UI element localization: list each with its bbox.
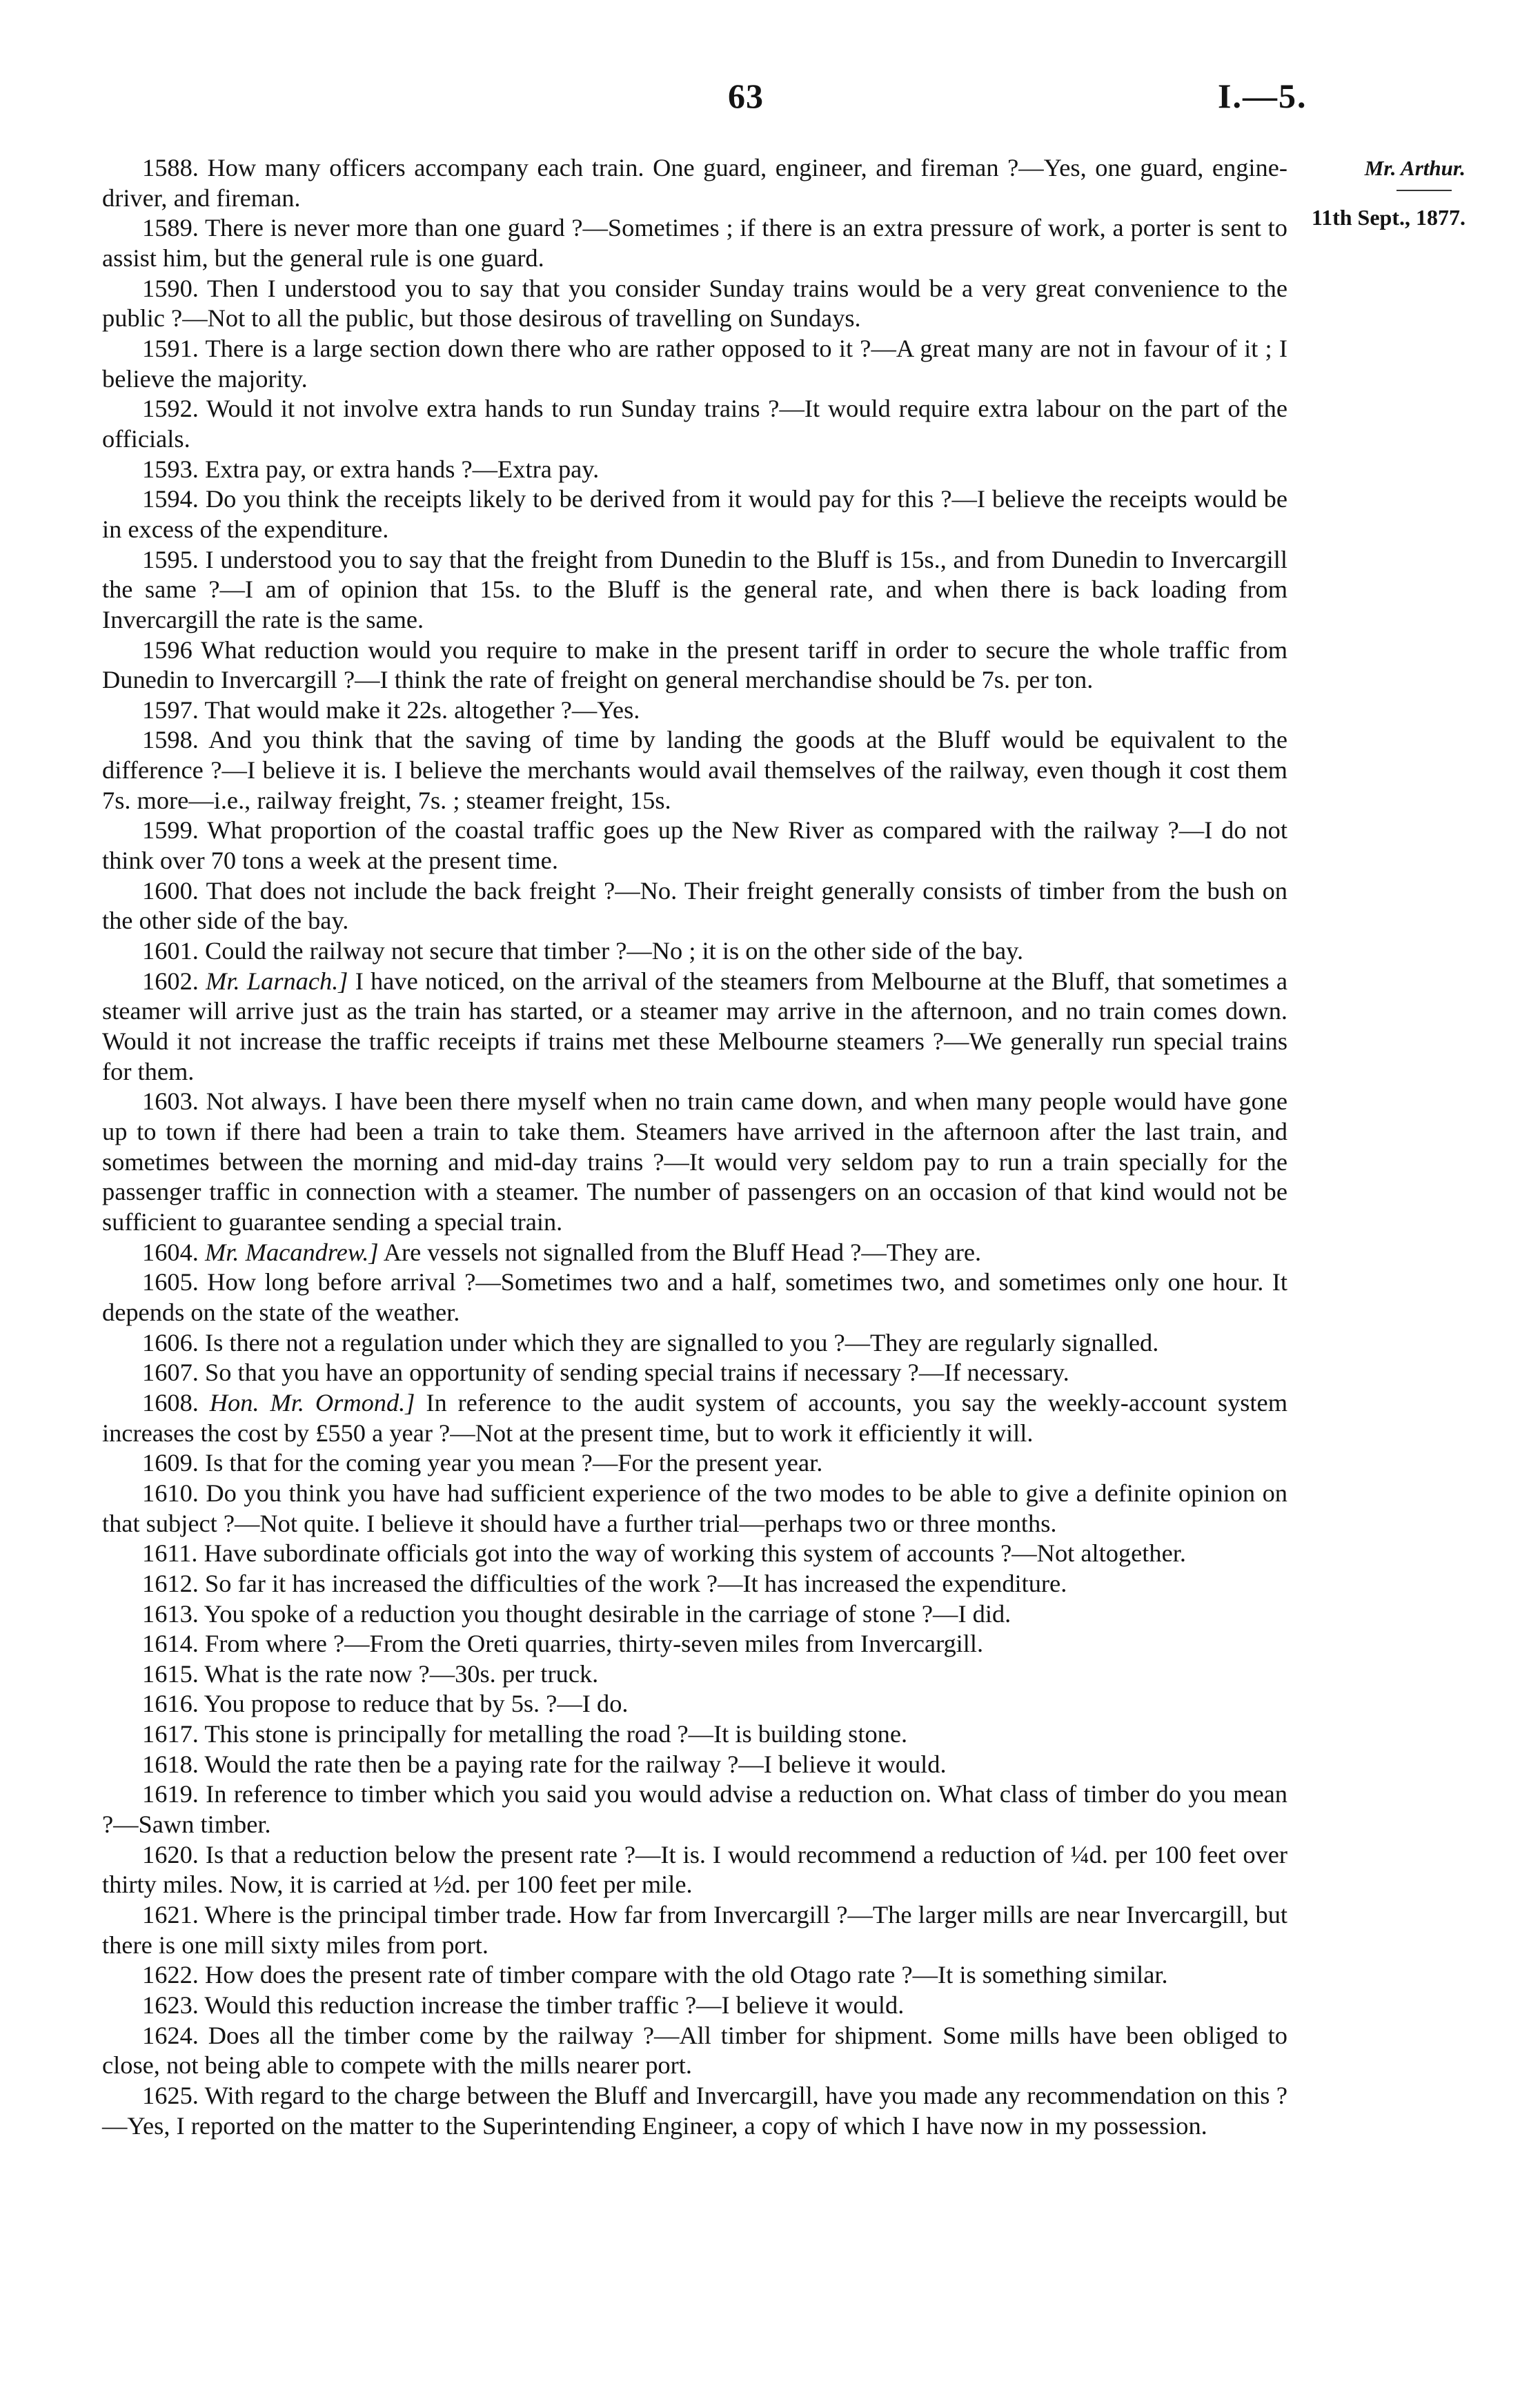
question-text: What is the rate now ?—30s. per truck. [198,1659,599,1688]
question-paragraph [102,1629,1287,1659]
margin-divider [1396,190,1452,191]
question-text: Would the rate then be a paying rate for the railway ?—I believe it would. [198,1750,947,1778]
question-number: 1592. [142,395,199,423]
question-text: Would it not involve extra hands to run Sunday trains ?—It would require extra labour on the part of the officials. [102,395,1287,453]
question-paragraph [102,153,1287,213]
question-number: 1597. [142,695,199,724]
question-number: 1596 [142,635,192,664]
question-text: That would make it 22s. altogether ?—Yes. [198,695,640,724]
minutes-of-evidence [102,153,1287,2141]
question-paragraph [102,876,1287,936]
question-number: 1619. [142,1780,199,1808]
question-paragraph [102,1569,1287,1599]
question-text: Is there not a regulation under which they are signalled to you ?—They are regularly signalled. [198,1328,1159,1356]
question-text: Where is the principal timber trade. How far from Invercargill ?—The larger mills are near Invercargill, but there is one mill sixty miles from port. [102,1901,1287,1959]
question-text: Could the railway not secure that timber ?—No ; it is on the other side of the bay. [198,937,1024,965]
question-number: 1593. [142,455,199,483]
question-text: Would this reduction increase the timber traffic ?—I believe it would. [198,1991,905,2020]
question-text: There is a large section down there who are rather opposed to it ?—A great many are not in favour of it ; I believe the majority. [102,334,1287,393]
question-number: 1620. [142,1840,199,1868]
question-text: Do you think you have had sufficient experience of the two modes to be able to give a definite opinion on that subject ?—Not quite. I believe it should have a further trial—perhaps two or three months. [102,1479,1287,1537]
speaker-name: Hon. Mr. Ormond.] [198,1388,415,1417]
question-number: 1615. [142,1659,199,1688]
question-paragraph [102,936,1287,967]
question-number: 1625. [142,2082,199,2109]
question-text: Extra pay, or extra hands ?—Extra pay. [198,455,600,483]
question-text: How many officers accompany each train. One guard, engineer, and fireman ?—Yes, one guard, engine-driver, and fireman. [102,154,1287,212]
question-number: 1609. [142,1449,199,1477]
question-text: And you think that the saving of time by landing the goods at the Bluff would be equivalent to the difference ?—I believe it is. I believe the merchants would avail themselves of the railway, even though it cost them 7s. more—i.e., railway freight, 7s. ; steamer freight, 15s. [102,726,1287,814]
question-text: Is that a reduction below the present rate ?—It is. I would recommend a reduction of ¼d. per 100 feet over thirty miles. Now, it is carried at ½d. per 100 feet per mile. [102,1840,1287,1899]
question-number: 1616. [142,1690,199,1718]
question-paragraph [102,1960,1287,1991]
question-text: There is never more than one guard ?—Sometimes ; if there is an extra pressure of work, a porter is sent to assist him, but the general rule is one guard. [102,214,1287,272]
question-text: You propose to reduce that by 5s. ?—I do. [198,1690,629,1718]
question-paragraph [102,1599,1287,1630]
question-paragraph [102,1750,1287,1780]
question-number: 1617. [142,1720,199,1748]
question-text: What reduction would you require to make in the present tariff in order to secure the whole traffic from Dunedin to Invercargill ?—I think the rate of freight on general merchandise should be 7s. per ton. [102,635,1287,694]
speaker-name: Mr. Macandrew.] [198,1238,379,1266]
question-number: 1624. [142,2021,199,2049]
question-number: 1614. [142,1630,199,1658]
question-text: Does all the timber come by the railway ?—All timber for shipment. Some mills have been obliged to close, not being able to compete with the mills nearer port. [102,2021,1287,2080]
question-number: 1605. [142,1268,199,1296]
question-paragraph [102,1991,1287,2021]
question-text: In reference to the audit system of accounts, you say the weekly-account system increases the cost by £550 a year ?—Not at the present time, but to work it efficiently it will. [102,1388,1288,1447]
question-number: 1604. [142,1238,199,1266]
question-paragraph [102,2081,1287,2141]
question-number: 1612. [142,1569,199,1597]
question-number: 1608. [142,1388,199,1417]
question-text: From where ?—From the Oreti quarries, thirty-seven miles from Invercargill. [198,1630,984,1658]
question-paragraph [102,1840,1287,1900]
page-number: 63 [728,77,764,115]
question-paragraph [102,1719,1287,1750]
question-paragraph [102,967,1287,1087]
question-text: How long before arrival ?—Sometimes two and a half, sometimes two, and sometimes only one hour. It depends on the state of the weather. [102,1268,1287,1326]
question-paragraph [102,1448,1287,1479]
question-text: Do you think the receipts likely to be derived from it would pay for this ?—I believe the receipts would be in excess of the expenditure. [102,485,1287,543]
question-number: 1600. [142,876,199,905]
question-number: 1610. [142,1479,199,1507]
page-header [0,76,1540,124]
question-paragraph [102,1539,1287,1569]
question-paragraph [102,1779,1287,1839]
question-paragraph [102,1087,1287,1237]
question-number: 1611. [142,1539,198,1568]
question-paragraph [102,394,1287,454]
paper-reference: I.—5. [1218,77,1307,115]
question-number: 1607. [142,1359,199,1387]
question-paragraph [102,455,1287,485]
question-text: In reference to timber which you said you would advise a reduction on. What class of timber do you mean ?—Sawn timber. [102,1780,1287,1839]
evidence-date: 11th Sept., 1877. [1311,205,1465,230]
question-text: You spoke of a reduction you thought desirable in the carriage of stone ?—I did. [198,1599,1011,1628]
question-paragraph [102,1358,1287,1388]
question-number: 1589. [142,214,199,242]
question-paragraph [102,1267,1287,1328]
question-paragraph [102,1238,1287,1268]
question-text: Then I understood you to say that you consider Sunday trains would be a very great convenience to the public ?—Not to all the public, but those desirous of travelling on Sundays. [102,274,1287,333]
question-text: Are vessels not signalled from the Bluff Head ?—They are. [378,1238,982,1266]
question-paragraph [102,2021,1287,2081]
question-text: I have noticed, on the arrival of the steamers from Melbourne at the Bluff, that sometimes a steamer will arrive just as the train has started, or a steamer may arrive in the afternoon, and no train comes down. Would it not increase the traffic receipts if trains met these Melbourne steamers ?—We generally run special trains for them. [102,967,1287,1085]
question-paragraph [102,274,1287,334]
question-paragraph [102,725,1287,816]
question-paragraph [102,334,1287,394]
question-number: 1613. [142,1599,199,1628]
question-number: 1603. [142,1087,199,1116]
question-text: That does not include the back freight ?—No. Their freight generally consists of timber from the bush on the other side of the bay. [102,876,1287,935]
question-number: 1622. [142,1961,199,1989]
question-text: So far it has increased the difficulties of the work ?—It has increased the expenditure. [198,1569,1067,1597]
question-number: 1602. [142,967,199,995]
question-paragraph [102,695,1287,726]
question-number: 1591. [142,334,199,362]
question-number: 1588. [142,154,199,181]
question-number: 1601. [142,937,199,965]
question-number: 1606. [142,1328,199,1356]
question-paragraph [102,635,1287,695]
question-paragraph [102,1900,1287,1960]
question-text: Have subordinate officials got into the way of working this system of accounts ?—Not altogether. [197,1539,1186,1568]
question-number: 1623. [142,1991,199,2020]
question-paragraph [102,545,1287,635]
question-paragraph [102,1659,1287,1690]
question-text: What proportion of the coastal traffic goes up the New River as compared with the railway ?—I do not think over 70 tons a week at the present time. [102,816,1287,875]
question-paragraph [102,1328,1287,1359]
question-paragraph [102,213,1287,273]
question-text: How does the present rate of timber compare with the old Otago rate ?—It is something similar. [198,1961,1168,1989]
question-paragraph [102,1479,1287,1539]
question-text: With regard to the charge between the Bluff and Invercargill, have you made any recommendation on this ?—Yes, I reported on the matter to the Superintending Engineer, a copy of which I have now in my possession. [102,2082,1287,2140]
speaker-name: Mr. Larnach.] [198,967,348,995]
question-text: Is that for the coming year you mean ?—For the present year. [198,1449,823,1477]
question-number: 1590. [142,274,199,302]
witness-name: Mr. Arthur. [1364,156,1465,180]
question-text: This stone is principally for metalling the road ?—It is building stone. [198,1720,908,1748]
question-number: 1618. [142,1750,199,1778]
question-paragraph [102,484,1287,544]
question-paragraph [102,816,1287,876]
question-number: 1621. [142,1901,199,1929]
question-text: So that you have an opportunity of sending special trains if necessary ?—If necessary. [198,1359,1069,1387]
question-text: I understood you to say that the freight from Dunedin to the Bluff is 15s., and from Dunedin to Invercargill the same ?—I am of opinion that 15s. to the Bluff is the general rate, and when there is back loading from Invercargill the rate is the same. [102,545,1287,633]
question-paragraph [102,1689,1287,1719]
question-text: Not always. I have been there myself when no train came down, and when many people would have gone up to town if there had been a train to take them. Steamers have arrived in the afternoon after the last train, and sometimes between the morning and mid-day trains ?—It would very seldom pay to run a train specially for the passenger traffic in connection with a steamer. The number of passengers on an occasion of that kind would not be sufficient to guarantee sending a special train. [102,1087,1287,1236]
question-paragraph [102,1388,1287,1448]
question-number: 1599. [142,816,199,845]
question-number: 1594. [142,485,199,513]
question-number: 1595. [142,545,199,573]
question-number: 1598. [142,726,199,754]
